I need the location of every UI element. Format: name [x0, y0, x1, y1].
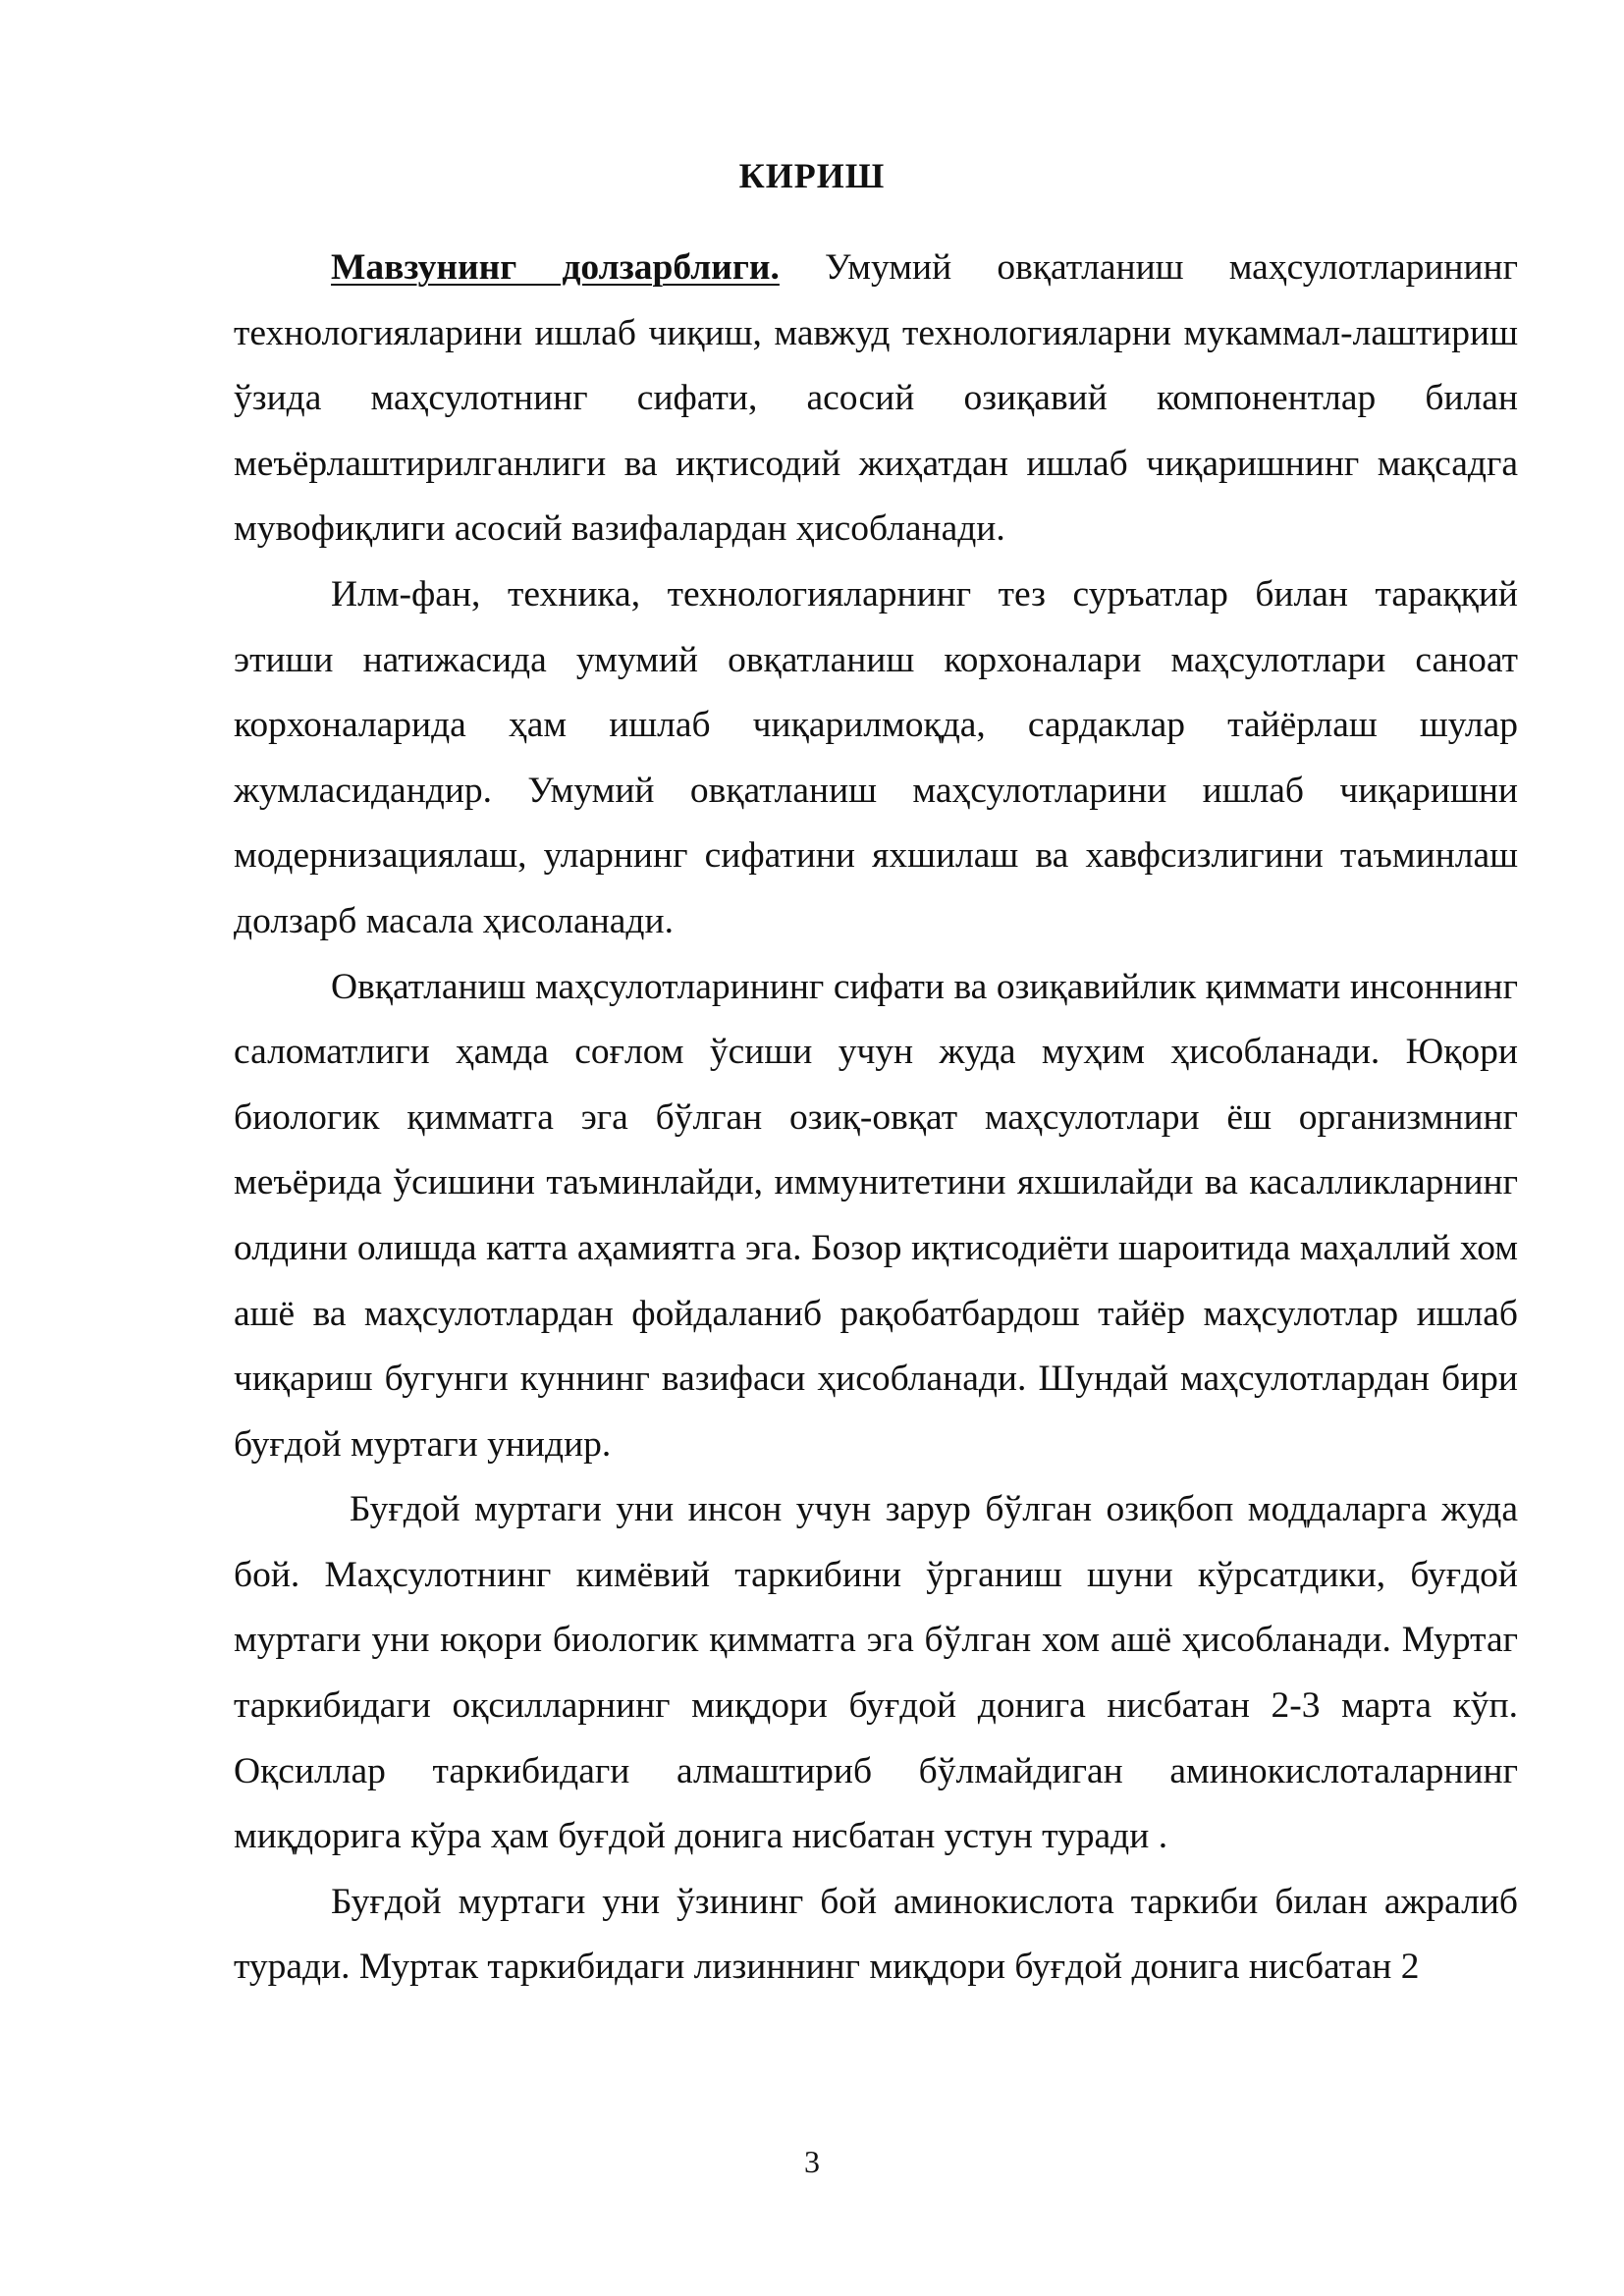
- page-number: 3: [804, 2144, 820, 2179]
- paragraph-amino-acids: Буғдой муртаги уни ўзининг бой аминокислота таркиби билан ажралиб туради. Муртак таркибидаги лизиннинг миқдори буғдой донига нисбатан 2: [234, 1881, 1518, 1988]
- paragraph-wheat-germ-flour: Буғдой муртаги уни инсон учун зарур бўлган озиқбоп моддаларга жуда бой. Маҳсулотнинг кимёвий таркибини ўрганиш шуни кўрсатдики, буғдой муртаги уни юқори биологик қимматга эга бўлган хом ашё ҳисобланади. Муртаг таркибидаги оқсилларнинг миқдори буғдой донига нисбатан 2-3 марта кўп. Оқсиллар таркибидаги алмаштириб бўлмайдиган аминокислоталарнинг миқдорига кўра ҳам буғдой донига нисбатан устун туради .: [234, 1489, 1518, 1857]
- paragraph-nutrition-quality: Овқатланиш маҳсулотларининг сифати ва озиқавийлик қиммати инсоннинг саломатлиги ҳамда соғлом ўсиши учун жуда муҳим ҳисобланади. Юқори биологик қимматга эга бўлган озиқ-овқат маҳсулотлари ёш организмнинг меъёрида ўсишини таъминлайди, иммунитетини яхшилайди ва касалликларнинг олдини олишда катта аҳамиятга эга. Бозор иқтисодиёти шароитида маҳаллий хом ашё ва маҳсулотлардан фойдаланиб рақобатбардош тайёр маҳсулотлар ишлаб чиқариш бугунги куннинг вазифаси ҳисобланади. Шундай маҳсулотлардан бири буғдой муртаги унидир.: [234, 966, 1518, 1465]
- section-heading-relevance: Мавзунинг долзарблиги.: [331, 247, 780, 288]
- paragraph-relevance: [234, 236, 1518, 562]
- page-title: КИРИШ: [738, 156, 886, 195]
- paragraph-text: Умумий овқатланиш маҳсулотларининг технологияларини ишлаб чиқиш, мавжуд технологияларни мукаммал-лаштириш ўзида маҳсулотнинг сифати, асосий озиқавий компонентлар билан меъёрлаштирилганлиги ва иқтисодий жиҳатдан ишлаб чиқаришнинг мақсадга мувофиқлиги асосий вазифалардан ҳисобланади.: [234, 247, 1519, 550]
- document-body: [234, 236, 1518, 2001]
- paragraph-science-progress: Илм-фан, техника, технологияларнинг тез суръатлар билан тараққий этиши натижасида умумий овқатланиш корхоналари маҳсулотлари саноат корхоналарида ҳам ишлаб чиқарилмоқда, сардаклар тайёрлаш шулар жумласидандир. Умумий овқатланиш маҳсулотларини ишлаб чиқаришни модернизациялаш, уларнинг сифатини яхшилаш ва хавфсизлигини таъминлаш долзарб масала ҳисоланади.: [234, 573, 1518, 941]
